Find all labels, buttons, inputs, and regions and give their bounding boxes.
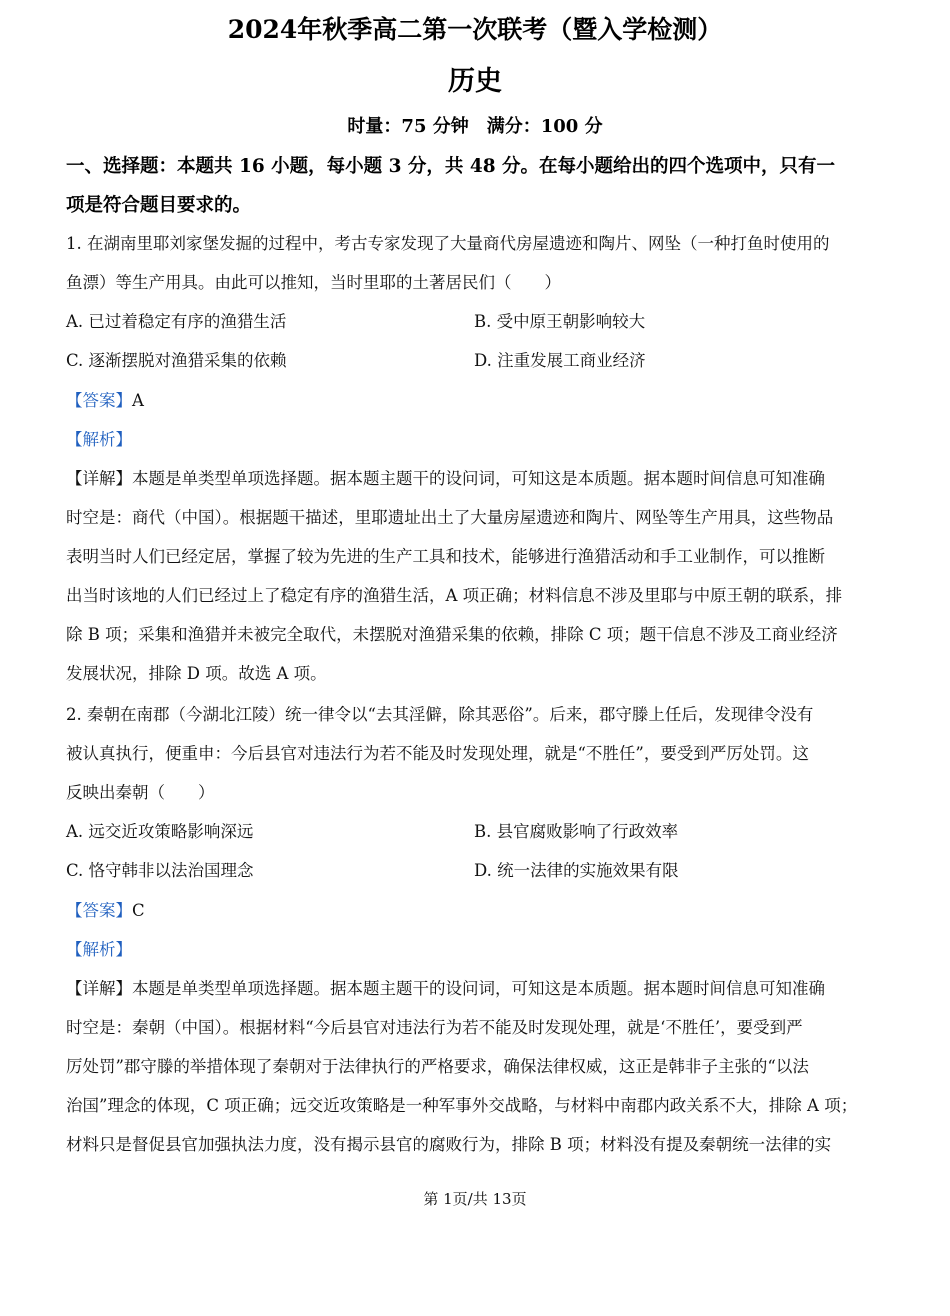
q1-answer	[66, 381, 144, 420]
analysis-tag: 【解析】	[66, 430, 132, 449]
detail-text: 本题是单类型单项选择题。据本题主题干的设问词，可知这是本质题。据本题时间信息可知准确	[132, 469, 825, 488]
q1-option-d: D. 注重发展工商业经济	[474, 351, 646, 370]
detail-tag: 【详解】	[66, 469, 132, 488]
q2-option-c: C. 恪守韩非以法治国理念	[66, 861, 254, 880]
question-2-stem	[66, 695, 888, 812]
q1-option-c: C. 逐渐摆脱对渔猎采集的依赖	[66, 351, 287, 370]
detail-text: 本题是单类型单项选择题。据本题主题干的设问词，可知这是本质题。据本题时间信息可知准确	[132, 979, 825, 998]
q1-option-b: B. 受中原王朝影响较大	[474, 312, 646, 331]
section-heading-line: 一、选择题：本题共 16 小题，每小题 3 分，共 48 分。在每小题给出的四个选项中，只有一	[66, 156, 836, 177]
q1-analysis-tag	[66, 420, 132, 459]
detail-line: 时空是：商代（中国）。根据题干描述，里耶遗址出土了大量房屋遗迹和陶片、网坠等生产用具，这些物品	[66, 508, 834, 527]
detail-line	[66, 969, 888, 1008]
q1-detail	[66, 459, 888, 693]
stem-line: 2. 秦朝在南郡（今湖北江陵）统一律令以“去其淫僻，除其恶俗”。后来，郡守滕上任后，发现律令没有	[66, 705, 814, 724]
subject-title: 历史	[448, 66, 502, 97]
detail-tag: 【详解】	[66, 979, 132, 998]
q2-option-b: B. 县官腐败影响了行政效率	[474, 822, 679, 841]
detail-line: 发展状况，排除 D 项。故选 A 项。	[66, 664, 327, 683]
q2-analysis-tag	[66, 930, 132, 969]
detail-line: 治国”理念的体现，C 项正确；远交近攻策略是一种军事外交战略，与材料中南郡内政关系不大，排除 A 项；	[66, 1096, 858, 1115]
detail-line: 材料只是督促县官加强执法力度，没有揭示县官的腐败行为，排除 B 项；材料没有提及秦朝统一法律的实	[66, 1135, 832, 1154]
question-1-stem	[66, 224, 888, 302]
detail-line: 表明当时人们已经定居，掌握了较为先进的生产工具和技术，能够进行渔猎活动和手工业制作，可以推断	[66, 547, 825, 566]
page-footer: 第 1页/共 13页	[423, 1190, 527, 1208]
detail-line: 厉处罚”郡守滕的举措体现了秦朝对于法律执行的严格要求，确保法律权威，这正是韩非子主张的“以法	[66, 1057, 809, 1076]
detail-line	[66, 459, 888, 498]
answer-value: C	[132, 901, 145, 920]
section-heading-line: 项是符合题目要求的。	[66, 195, 252, 216]
q2-option-d: D. 统一法律的实施效果有限	[474, 861, 679, 880]
answer-tag: 【答案】	[66, 391, 132, 410]
stem-line: 被认真执行，便重申：今后县官对违法行为若不能及时发现处理，就是“不胜任”，要受到严厉处罚。这	[66, 744, 809, 763]
answer-value: A	[132, 391, 144, 410]
q2-option-a: A. 远交近攻策略影响深远	[66, 822, 254, 841]
exam-title: 2024年秋季高二第一次联考（暨入学检测）	[227, 15, 723, 44]
stem-line: 反映出秦朝（ ）	[66, 783, 215, 802]
detail-line: 除 B 项；采集和渔猎并未被完全取代，未摆脱对渔猎采集的依赖，排除 C 项；题干信息不涉及工商业经济	[66, 625, 838, 644]
exam-meta: 时量：75 分钟 满分：100 分	[347, 116, 603, 137]
stem-line: 鱼漂）等生产用具。由此可以推知，当时里耶的土著居民们（ ）	[66, 273, 561, 292]
section-heading	[66, 148, 888, 226]
detail-line: 时空是：秦朝（中国）。根据材料“今后县官对违法行为若不能及时发现处理，就是‘不胜任’，要受到严	[66, 1018, 803, 1037]
q2-detail	[66, 969, 888, 1164]
stem-line: 1. 在湖南里耶刘家堡发掘的过程中，考古专家发现了大量商代房屋遗迹和陶片、网坠（一种打鱼时使用的	[66, 234, 830, 253]
q1-option-a: A. 已过着稳定有序的渔猎生活	[66, 312, 287, 331]
analysis-tag: 【解析】	[66, 940, 132, 959]
answer-tag: 【答案】	[66, 901, 132, 920]
detail-line: 出当时该地的人们已经过上了稳定有序的渔猎生活，A 项正确；材料信息不涉及里耶与中原王朝的联系，排	[66, 586, 843, 605]
q2-answer	[66, 891, 145, 930]
